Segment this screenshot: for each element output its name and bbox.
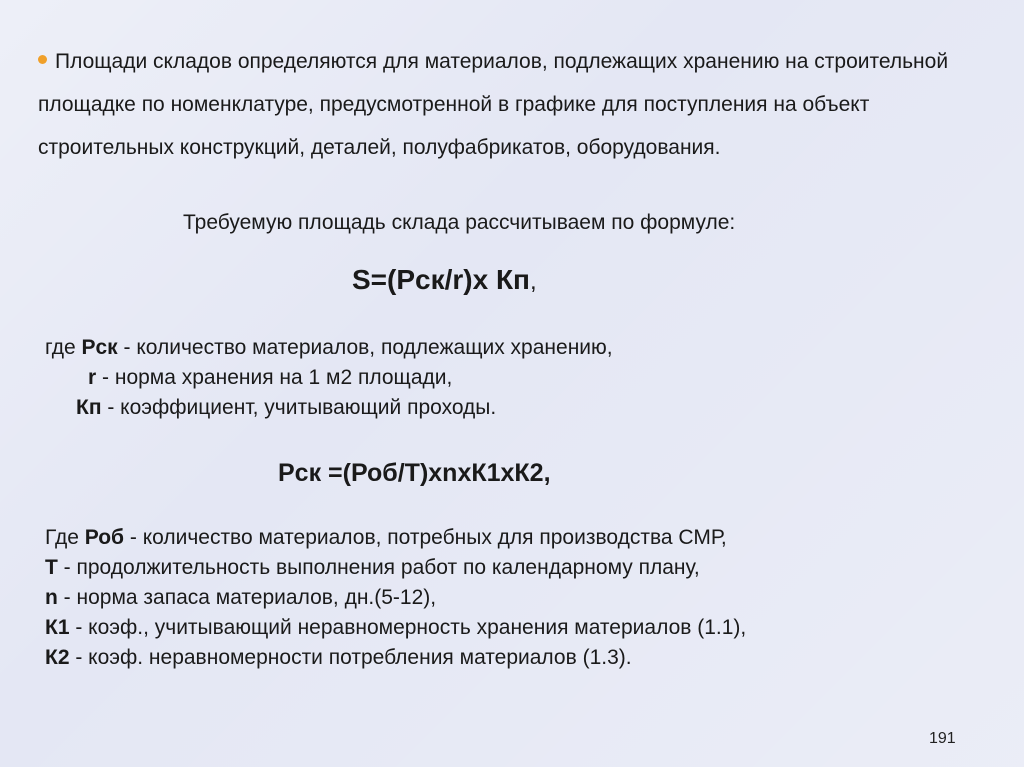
definition-line [45,523,746,553]
definition-text: - коэф., учитывающий неравномерность хранения материалов (1.1), [69,616,747,639]
definition-term: К1 [45,616,70,639]
formula-intro-heading: Требуемую площадь склада рассчитываем по формуле: [183,211,736,234]
definition-prefix: где [45,336,82,359]
page-number: 191 [929,730,956,747]
bullet-icon [38,55,47,64]
definition-term: n [45,586,58,609]
definition-term: Рск [81,336,118,359]
area-definitions [45,333,613,423]
definition-line [45,613,746,643]
formula-area-text: S=(Рск/r)х Кп [352,264,530,295]
definition-text: - коэф. неравномерности потребления материалов (1.3). [69,646,632,669]
definition-text: - количество материалов, потребных для производства СМР, [124,526,727,549]
definition-line [45,643,746,673]
definition-prefix: Где [45,526,85,549]
definition-text: - продолжительность выполнения работ по календарному плану, [57,556,700,579]
definition-term: Роб [84,526,125,549]
definition-term: К2 [45,646,70,669]
definition-line [45,363,613,393]
definition-term: r [88,366,97,389]
definition-term: Т [45,556,58,579]
definition-line [45,583,746,613]
formula-quantity: Рск =(Роб/Т)хnхК1хК2, [278,459,551,487]
formula-area-suffix: , [529,268,537,295]
definition-line [45,393,613,423]
definition-text: - коэффициент, учитывающий проходы. [101,396,497,419]
definition-line [45,333,613,363]
quantity-definitions [45,523,746,673]
definition-text: - норма запаса материалов, дн.(5-12), [57,586,437,609]
formula-area [352,260,537,302]
intro-text: Площади складов определяются для материалов, подлежащих хранению на строительной площадке по номенклатуре, предусмотренной в графике для поступления на объект строительных конструкций, деталей, полуфабрикатов, оборудования. [38,50,949,159]
definition-text: - количество материалов, подлежащих хранению, [117,336,613,359]
definition-text: - норма хранения на 1 м2 площади, [96,366,453,389]
definition-term: Кп [76,396,102,419]
definition-line [45,553,746,583]
intro-paragraph [38,40,988,169]
